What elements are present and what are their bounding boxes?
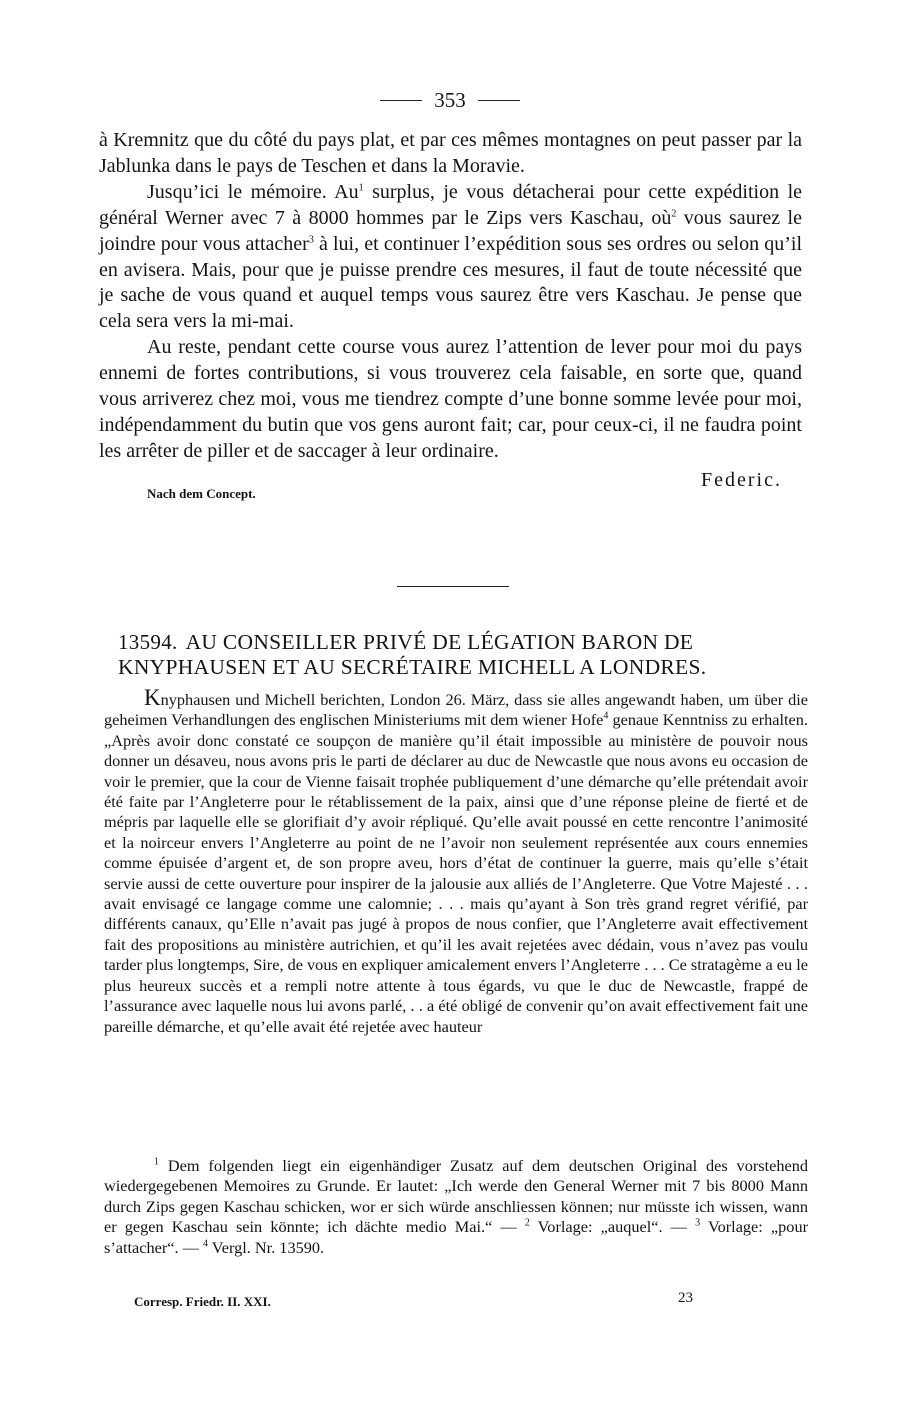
- paragraph-1: à Kremnitz que du côté du pays plat, et par ces mêmes montagnes on peut passer par la Jablunka dans le pays de Teschen et dans la Moravie.: [99, 129, 802, 177]
- footnote-marker-1: 1: [154, 1156, 159, 1168]
- page-number: 353: [434, 88, 466, 112]
- footer-source: Corresp. Friedr. II. XXI.: [134, 1294, 271, 1309]
- footnote-marker-2: 2: [524, 1217, 530, 1229]
- footnote-marker-3: 3: [695, 1217, 701, 1229]
- drop-cap: K: [144, 685, 161, 710]
- letter-paragraph: Knyphausen und Michell berichten, London 26. März, dass sie alles angewandt haben, um über die geheimen Verhandlungen des englischen Ministeriums mit dem wiener Hofe$^4$ genaue Kenntniss zu erhalten. „Après avoir donc constaté ce soupçon de manière qu’il était impossible au ministère de pouvoir nous donner un désaveu, nous avons pris le parti de déclarer au duc de Newcastle que nous avons eu occasion de voir le premier, que la cour de Vienne faisait trophée publiquement d’une démarche qu’elle prétendait avoir été faite par l’Angleterre pour le rétablissement de la paix, ainsi que d’une réponse pleine de fierté et de mépris par laquelle elle se glorifiait d’y avoir répliqué. Qu’elle avait poussé en cette rencontre l’animosité et la noirceur envers l’Angleterre au point de ne l’avoir non seulement représentée aux cours ennemies comme épuisée d’argent et, de son propre aveu, hors d’état de continuer la guerre, mais qu’elle s’était servie aussi de cette ouverture pour inspirer de la jalousie aux alliés de l’Angleterre. Que Votre Majesté . . . avait envisagé ce langage comme une calomnie; . . . mais qu’ayant à Son très grand regret vérifié, par différents canaux, qu’Elle n’avait pas jugé à propos de nous confier, que l’Angleterre avait effectivement fait des propositions au ministère autrichien, et qu’il les avait rejetées avec dédain, vous n’avez pas voulu tarder plus longtemps, Sire, de vous en expliquer amicalement envers l’Angleterre . . . Ce stratagème a eu le plus heureux succès et a rempli notre attente à tous égards, vu que le duc de Newcastle, frappé de l’assurance avec laquelle nous lui avons parlé, . . a été obligé de convenir qu’on avait effectivement fait une pareille démarche, et qu’elle avait été rejetée avec hauteur: [104, 685, 808, 1036]
- signature: Federic.: [701, 468, 782, 491]
- page-footer: [0, 1290, 900, 1314]
- footnote-ref-4: 4: [603, 710, 609, 722]
- footnote-ref-2: 2: [671, 208, 677, 220]
- paragraph-2: Jusqu’ici le mémoire. Au$^1$ surplus, je vous détacherai pour cette expédition le général Werner avec 7 à 8000 hommes par le Zips vers Kaschau, $où^2$ vous saurez le joindre pour vous attacher$^3$ à lui, et continuer l’expédition sous ses ordres ou selon qu’il en avisera. Mais, pour que je puisse prendre ces mesures, il faut de toute nécessité que je sache de vous quand et auquel temps vous saurez être vers Kaschau. Je pense que cela sera vers la mi-mai.: [99, 180, 803, 333]
- paragraph-3: Au reste, pendant cette course vous aurez l’attention de lever pour moi du pays ennemi de fortes contributions, si vous trouverez cela faisable, en sorte que, quand vous arriverez chez moi, vous me tiendrez compte d’une bonne somme levée pour moi, indépendamment du butin que vos gens auront fait; car, pour ceux-ci, il ne faudra point les arrêter de piller et de saccager à leur ordinaire.: [99, 336, 802, 462]
- footnotes: [104, 1156, 808, 1258]
- section-divider: [397, 586, 509, 587]
- page-header: [0, 88, 900, 113]
- footnote-marker-4: 4: [203, 1238, 208, 1250]
- section-title: AU CONSEILLER PRIVÉ DE LÉGATION BARON DE KNYPHAUSEN ET AU SECRÉTAIRE MICHELL A LONDRES.: [118, 630, 707, 679]
- header-dash-right: [478, 100, 520, 101]
- section-heading: [118, 630, 798, 680]
- letter-summary: [104, 685, 808, 1037]
- footnote-ref-3: 3: [308, 233, 314, 245]
- header-dash-left: [380, 100, 422, 101]
- source-line: [99, 467, 802, 501]
- section-number: 13594.: [118, 630, 178, 654]
- source-note: Nach dem Concept.: [147, 485, 256, 501]
- footnote-block: $^1$ Dem folgenden liegt ein eigenhändiger Zusatz auf dem deutschen Original des vorstehend wiedergegebenen Memoires zu Grunde. Er lautet: „Ich werde den General Werner mit 7 bis 8000 Mann durch Zips gegen Kaschau schicken, wor er sich würde anschliessen können; nur müsste ich wissen, wann er gegen Kaschau sein könnte; ich dächte medio Mai.“ — $^2$ Vorlage: „auquel“. — $^3$ Vorlage: „pour s’attacher“. — $^4$ Vergl. Nr. 13590.: [104, 1156, 809, 1257]
- footer-signature-number: 23: [678, 1290, 693, 1306]
- letter-body-continuation: [99, 128, 803, 501]
- footnote-ref-1: 1: [358, 182, 364, 194]
